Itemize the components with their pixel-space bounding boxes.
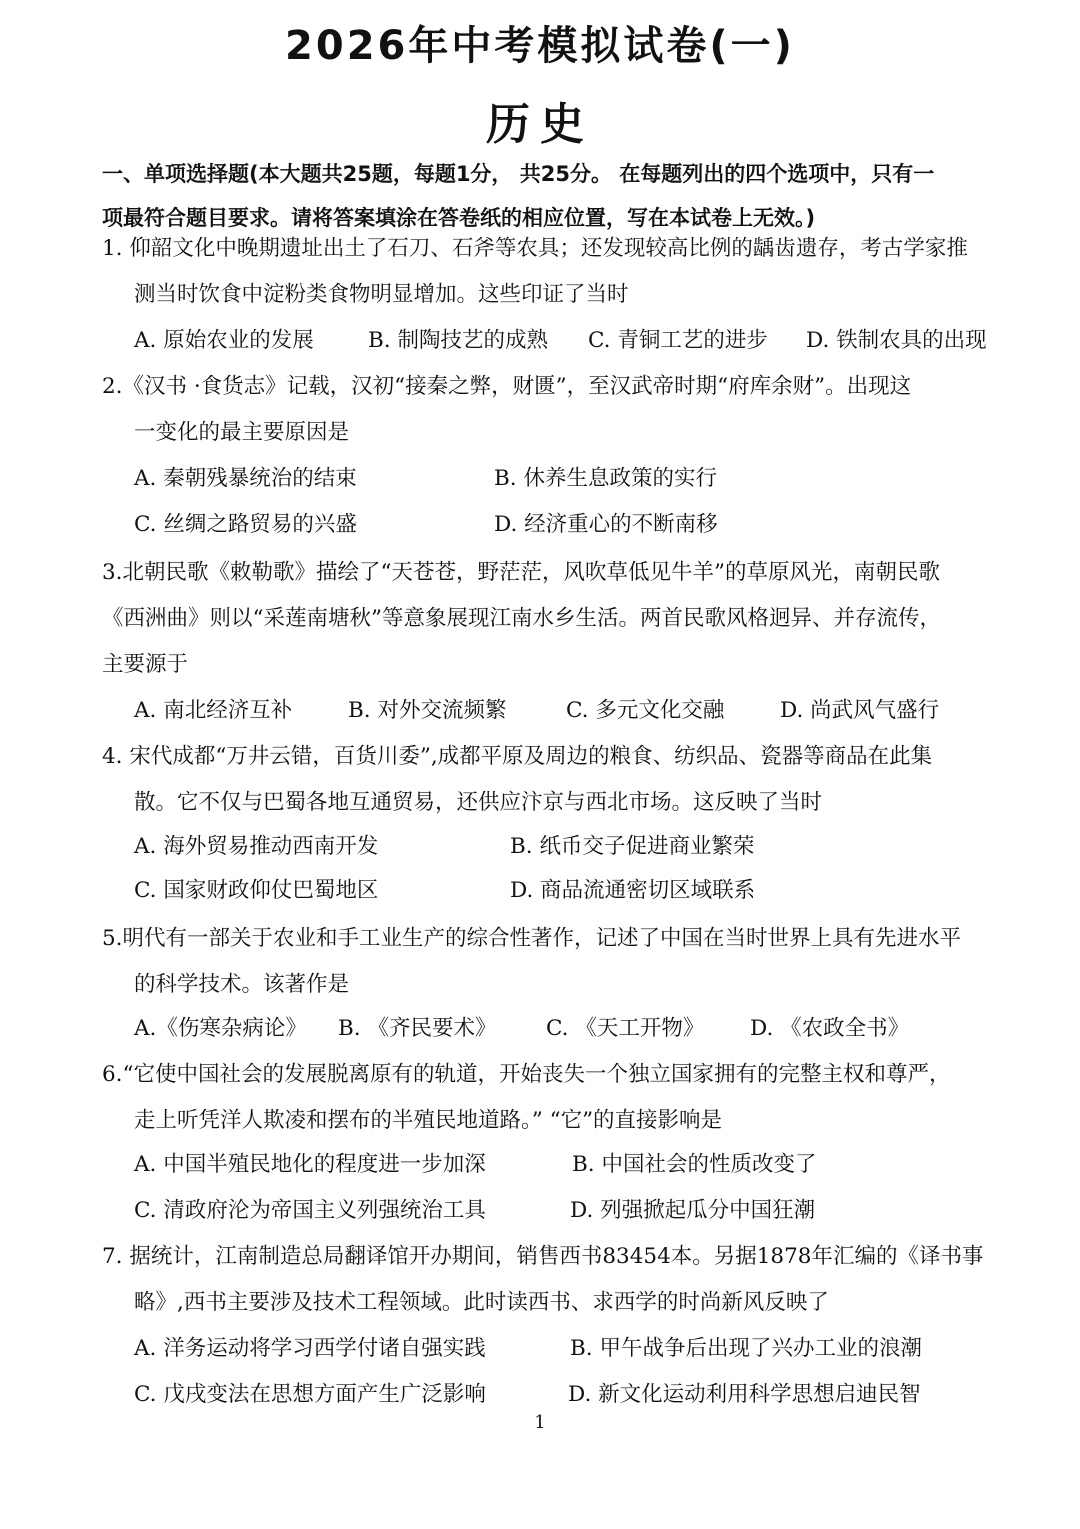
question-3-option-c: C. 多元文化交融: [566, 698, 725, 723]
question-1-stem-line-1: 1. 仰韶文化中晚期遗址出土了石刀、石斧等农具；还发现较高比例的龋齿遗存，考古学家推: [102, 236, 968, 261]
question-2-option-c: C. 丝绸之路贸易的兴盛: [134, 512, 357, 537]
question-1-option-d: D. 铁制农具的出现: [806, 328, 987, 353]
question-1-option-b: B. 制陶技艺的成熟: [368, 328, 548, 353]
section-instructions-line-1: 一、单项选择题(本大题共25题，每题1分， 共25分。 在每题列出的四个选项中，只有一: [102, 162, 935, 186]
question-2-option-a: A. 秦朝残暴统治的结束: [134, 466, 357, 491]
question-1-option-c: C. 青铜工艺的进步: [588, 328, 768, 353]
question-6-option-c: C. 清政府沦为帝国主义列强统治工具: [134, 1198, 486, 1223]
question-1-option-a: A. 原始农业的发展: [134, 328, 314, 353]
question-5-stem-line-1: 5.明代有一部关于农业和手工业生产的综合性著作，记述了中国在当时世界上具有先进水平: [102, 926, 962, 951]
question-6-stem-line-1: 6.“它使中国社会的发展脱离原有的轨道，开始丧失一个独立国家拥有的完整主权和尊严，: [102, 1062, 951, 1087]
question-6-stem-line-2: 走上听凭洋人欺凌和摆布的半殖民地道路。” “它”的直接影响是: [134, 1108, 723, 1133]
section-instructions-line-2: 项最符合题目要求。请将答案填涂在答卷纸的相应位置，写在本试卷上无效。): [102, 206, 816, 230]
question-2-option-b: B. 休养生息政策的实行: [494, 466, 717, 491]
question-1-stem-line-2: 测当时饮食中淀粉类食物明显增加。这些印证了当时: [134, 282, 629, 307]
question-7-option-b: B. 甲午战争后出现了兴办工业的浪潮: [570, 1336, 922, 1361]
subject-title: 历史: [486, 99, 594, 150]
question-3-stem-line-1: 3.北朝民歌《敕勒歌》描绘了“天苍苍，野茫茫，风吹草低见牛羊”的草原风光，南朝民歌: [102, 560, 940, 585]
question-6-option-a: A. 中国半殖民地化的程度进一步加深: [134, 1152, 486, 1177]
question-6-option-b: B. 中国社会的性质改变了: [572, 1152, 817, 1177]
question-7-option-d: D. 新文化运动利用科学思想启迪民智: [568, 1382, 921, 1407]
question-3-stem-line-3: 主要源于: [102, 652, 189, 677]
question-3-option-a: A. 南北经济互补: [134, 698, 293, 723]
question-6-option-d: D. 列强掀起瓜分中国狂潮: [570, 1198, 816, 1223]
question-3-option-b: B. 对外交流频繁: [348, 698, 507, 723]
question-4-stem-line-2: 散。它不仅与巴蜀各地互通贸易，还供应汴京与西北市场。这反映了当时: [134, 790, 823, 815]
question-2-option-d: D. 经济重心的不断南移: [494, 512, 718, 537]
question-2-stem-line-1: 2.《汉书 ·食货志》记载，汉初“接秦之弊，财匮”，至汉武帝时期“府库余财”。出现这: [102, 374, 912, 399]
question-5-option-a: A.《伤寒杂病论》: [134, 1016, 307, 1041]
question-7-stem-line-2: 略》,西书主要涉及技术工程领域。此时读西书、求西学的时尚新风反映了: [134, 1290, 829, 1315]
question-7-option-a: A. 洋务运动将学习西学付诸自强实践: [134, 1336, 486, 1361]
question-4-option-d: D. 商品流通密切区域联系: [510, 878, 756, 903]
question-4-option-c: C. 国家财政仰仗巴蜀地区: [134, 878, 379, 903]
question-3-option-d: D. 尚武风气盛行: [780, 698, 940, 723]
question-7-option-c: C. 戊戌变法在思想方面产生广泛影响: [134, 1382, 486, 1407]
question-5-stem-line-2: 的科学技术。该著作是: [134, 972, 350, 997]
exam-title: 2026年中考模拟试卷(一): [285, 23, 795, 69]
page-number: 1: [534, 1412, 546, 1433]
question-4-option-a: A. 海外贸易推动西南开发: [134, 834, 379, 859]
question-5-option-b: B. 《齐民要术》: [338, 1016, 497, 1041]
question-2-stem-line-2: 一变化的最主要原因是: [134, 420, 350, 445]
question-4-stem-line-1: 4. 宋代成都“万井云错，百货川委”,成都平原及周边的粮食、纺织品、瓷器等商品在此集: [102, 744, 933, 769]
question-3-stem-line-2: 《西洲曲》则以“采莲南塘秋”等意象展现江南水乡生活。两首民歌风格迥异、并存流传，: [102, 606, 941, 631]
question-5-option-d: D. 《农政全书》: [750, 1016, 910, 1041]
question-7-stem-line-1: 7. 据统计，江南制造总局翻译馆开办期间，销售西书83454本。另据1878年汇编的《译书事: [102, 1244, 984, 1269]
question-4-option-b: B. 纸币交子促进商业繁荣: [510, 834, 755, 859]
question-5-option-c: C. 《天工开物》: [546, 1016, 705, 1041]
